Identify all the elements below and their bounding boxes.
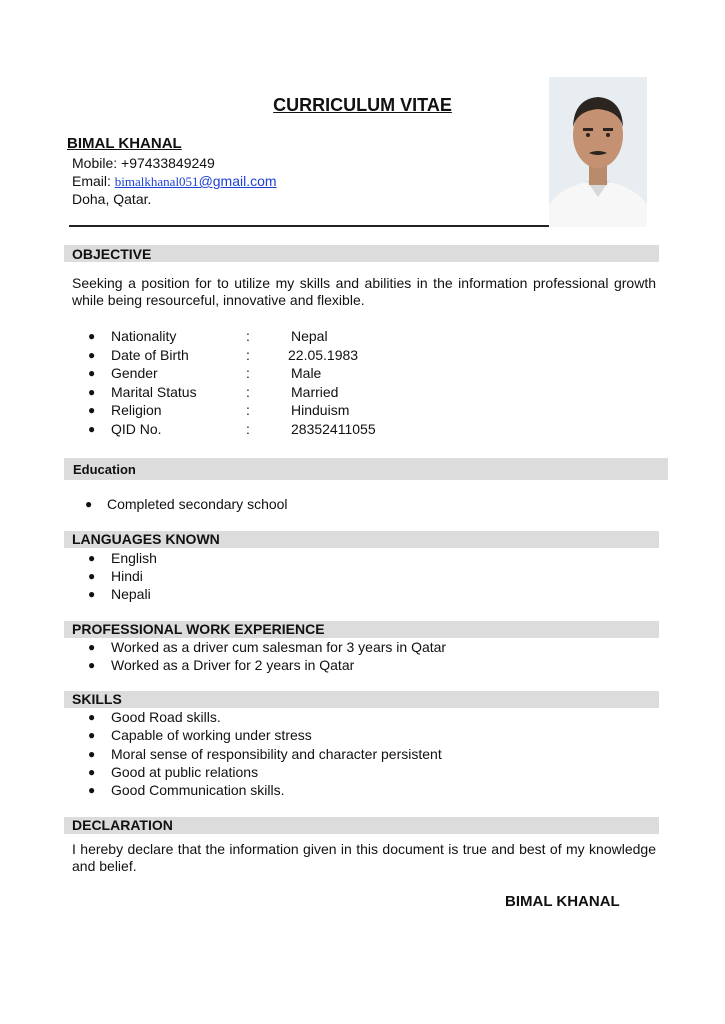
- detail-separator: :: [246, 383, 250, 400]
- education-heading-bar: [64, 458, 668, 480]
- location-line: Doha, Qatar.: [72, 191, 152, 207]
- language-item: English: [111, 550, 157, 566]
- personal-detail-row: [0, 420, 725, 439]
- detail-separator: :: [246, 365, 250, 381]
- detail-separator: :: [246, 346, 250, 363]
- skills-heading: SKILLS: [72, 691, 122, 707]
- bullet-icon: ●: [88, 551, 96, 565]
- cv-title: CURRICULUM VITAE: [273, 95, 452, 115]
- bullet-icon: ●: [88, 640, 96, 654]
- list-item: [0, 763, 725, 781]
- personal-detail-row: [0, 327, 725, 346]
- detail-value: Hinduism: [291, 402, 350, 418]
- skill-item: Capable of working under stress: [111, 727, 312, 744]
- experience-heading: PROFESSIONAL WORK EXPERIENCE: [72, 621, 325, 637]
- bullet-icon: ●: [88, 403, 96, 417]
- detail-value: Nepal: [291, 328, 328, 344]
- languages-list: [0, 549, 725, 603]
- language-item: Nepali: [111, 586, 151, 602]
- skill-item: Good Road skills.: [111, 709, 221, 725]
- experience-item: Worked as a Driver for 2 years in Qatar: [111, 657, 355, 673]
- education-heading: Education: [73, 462, 136, 477]
- profile-photo-illustration: [549, 77, 647, 227]
- header-divider: [69, 225, 549, 227]
- objective-heading: OBJECTIVE: [72, 246, 152, 262]
- declaration-text: I hereby declare that the information given in this document is true and best of my knowledge and belief.: [72, 841, 656, 874]
- skills-list: [0, 708, 725, 799]
- detail-label: Marital Status: [111, 383, 197, 400]
- bullet-icon: ●: [88, 710, 96, 724]
- detail-value: Married: [291, 383, 339, 400]
- bullet-icon: ●: [88, 783, 96, 798]
- list-item: [0, 656, 725, 674]
- detail-value: 22.05.1983: [288, 346, 359, 363]
- education-item: Completed secondary school: [107, 496, 288, 512]
- personal-detail-row: [0, 401, 725, 420]
- skill-item: Moral sense of responsibility and character persistent: [111, 745, 442, 762]
- personal-detail-row: [0, 346, 725, 365]
- skill-item: Good Communication skills.: [111, 782, 285, 799]
- list-item: [0, 638, 725, 656]
- mobile-line: Mobile: +97433849249: [72, 155, 215, 171]
- bullet-icon: ●: [88, 728, 96, 743]
- email-label: Email:: [72, 173, 111, 189]
- education-list: [0, 495, 725, 513]
- skill-item: Good at public relations: [111, 763, 259, 780]
- detail-label: Date of Birth: [111, 346, 189, 363]
- languages-heading: LANGUAGES KNOWN: [72, 531, 220, 547]
- language-item: Hindi: [111, 568, 143, 584]
- bullet-icon: ●: [88, 587, 96, 601]
- list-item: [0, 726, 725, 744]
- personal-detail-row: [0, 364, 725, 383]
- list-item: [0, 708, 725, 726]
- detail-separator: :: [246, 402, 250, 418]
- objective-text: Seeking a position for to utilize my skills and abilities in the information professional growth while being resourceful, innovative and flexible.: [72, 275, 656, 308]
- bullet-icon: ●: [88, 329, 96, 343]
- email-link[interactable]: [115, 173, 277, 189]
- list-item: [0, 745, 725, 763]
- detail-value: Male: [291, 365, 322, 381]
- bullet-icon: ●: [88, 421, 96, 436]
- detail-value: 28352411055: [291, 420, 376, 437]
- detail-label: QID No.: [111, 420, 162, 437]
- list-item: [0, 495, 725, 513]
- detail-label: Gender: [111, 365, 158, 381]
- detail-separator: :: [246, 328, 250, 344]
- list-item: [0, 549, 725, 567]
- email-domain: @gmail.com: [198, 173, 277, 189]
- bullet-icon: ●: [88, 746, 96, 761]
- detail-label: Nationality: [111, 328, 177, 344]
- list-item: [0, 567, 725, 585]
- bullet-icon: ●: [88, 384, 96, 399]
- objective-heading-bar: [64, 245, 659, 262]
- bullet-icon: ●: [88, 569, 96, 583]
- bullet-icon: ●: [88, 366, 96, 380]
- experience-item: Worked as a driver cum salesman for 3 years in Qatar: [111, 639, 447, 655]
- email-user: bimalkhanal051: [114, 174, 199, 189]
- detail-label: Religion: [111, 402, 162, 418]
- bullet-icon: ●: [88, 347, 96, 362]
- detail-separator: :: [246, 420, 250, 437]
- profile-photo: [549, 77, 647, 227]
- applicant-name: BIMAL KHANAL: [67, 135, 182, 152]
- experience-list: [0, 638, 725, 674]
- list-item: [0, 781, 725, 799]
- declaration-heading: DECLARATION: [72, 817, 173, 833]
- email-line: [72, 172, 277, 191]
- bullet-icon: ●: [85, 497, 93, 511]
- bullet-icon: ●: [88, 764, 96, 779]
- signature-name: BIMAL KHANAL: [505, 893, 620, 910]
- personal-detail-row: [0, 383, 725, 402]
- skills-heading-bar: [64, 691, 659, 708]
- bullet-icon: ●: [88, 658, 96, 672]
- list-item: [0, 585, 725, 603]
- personal-details-list: [0, 327, 725, 438]
